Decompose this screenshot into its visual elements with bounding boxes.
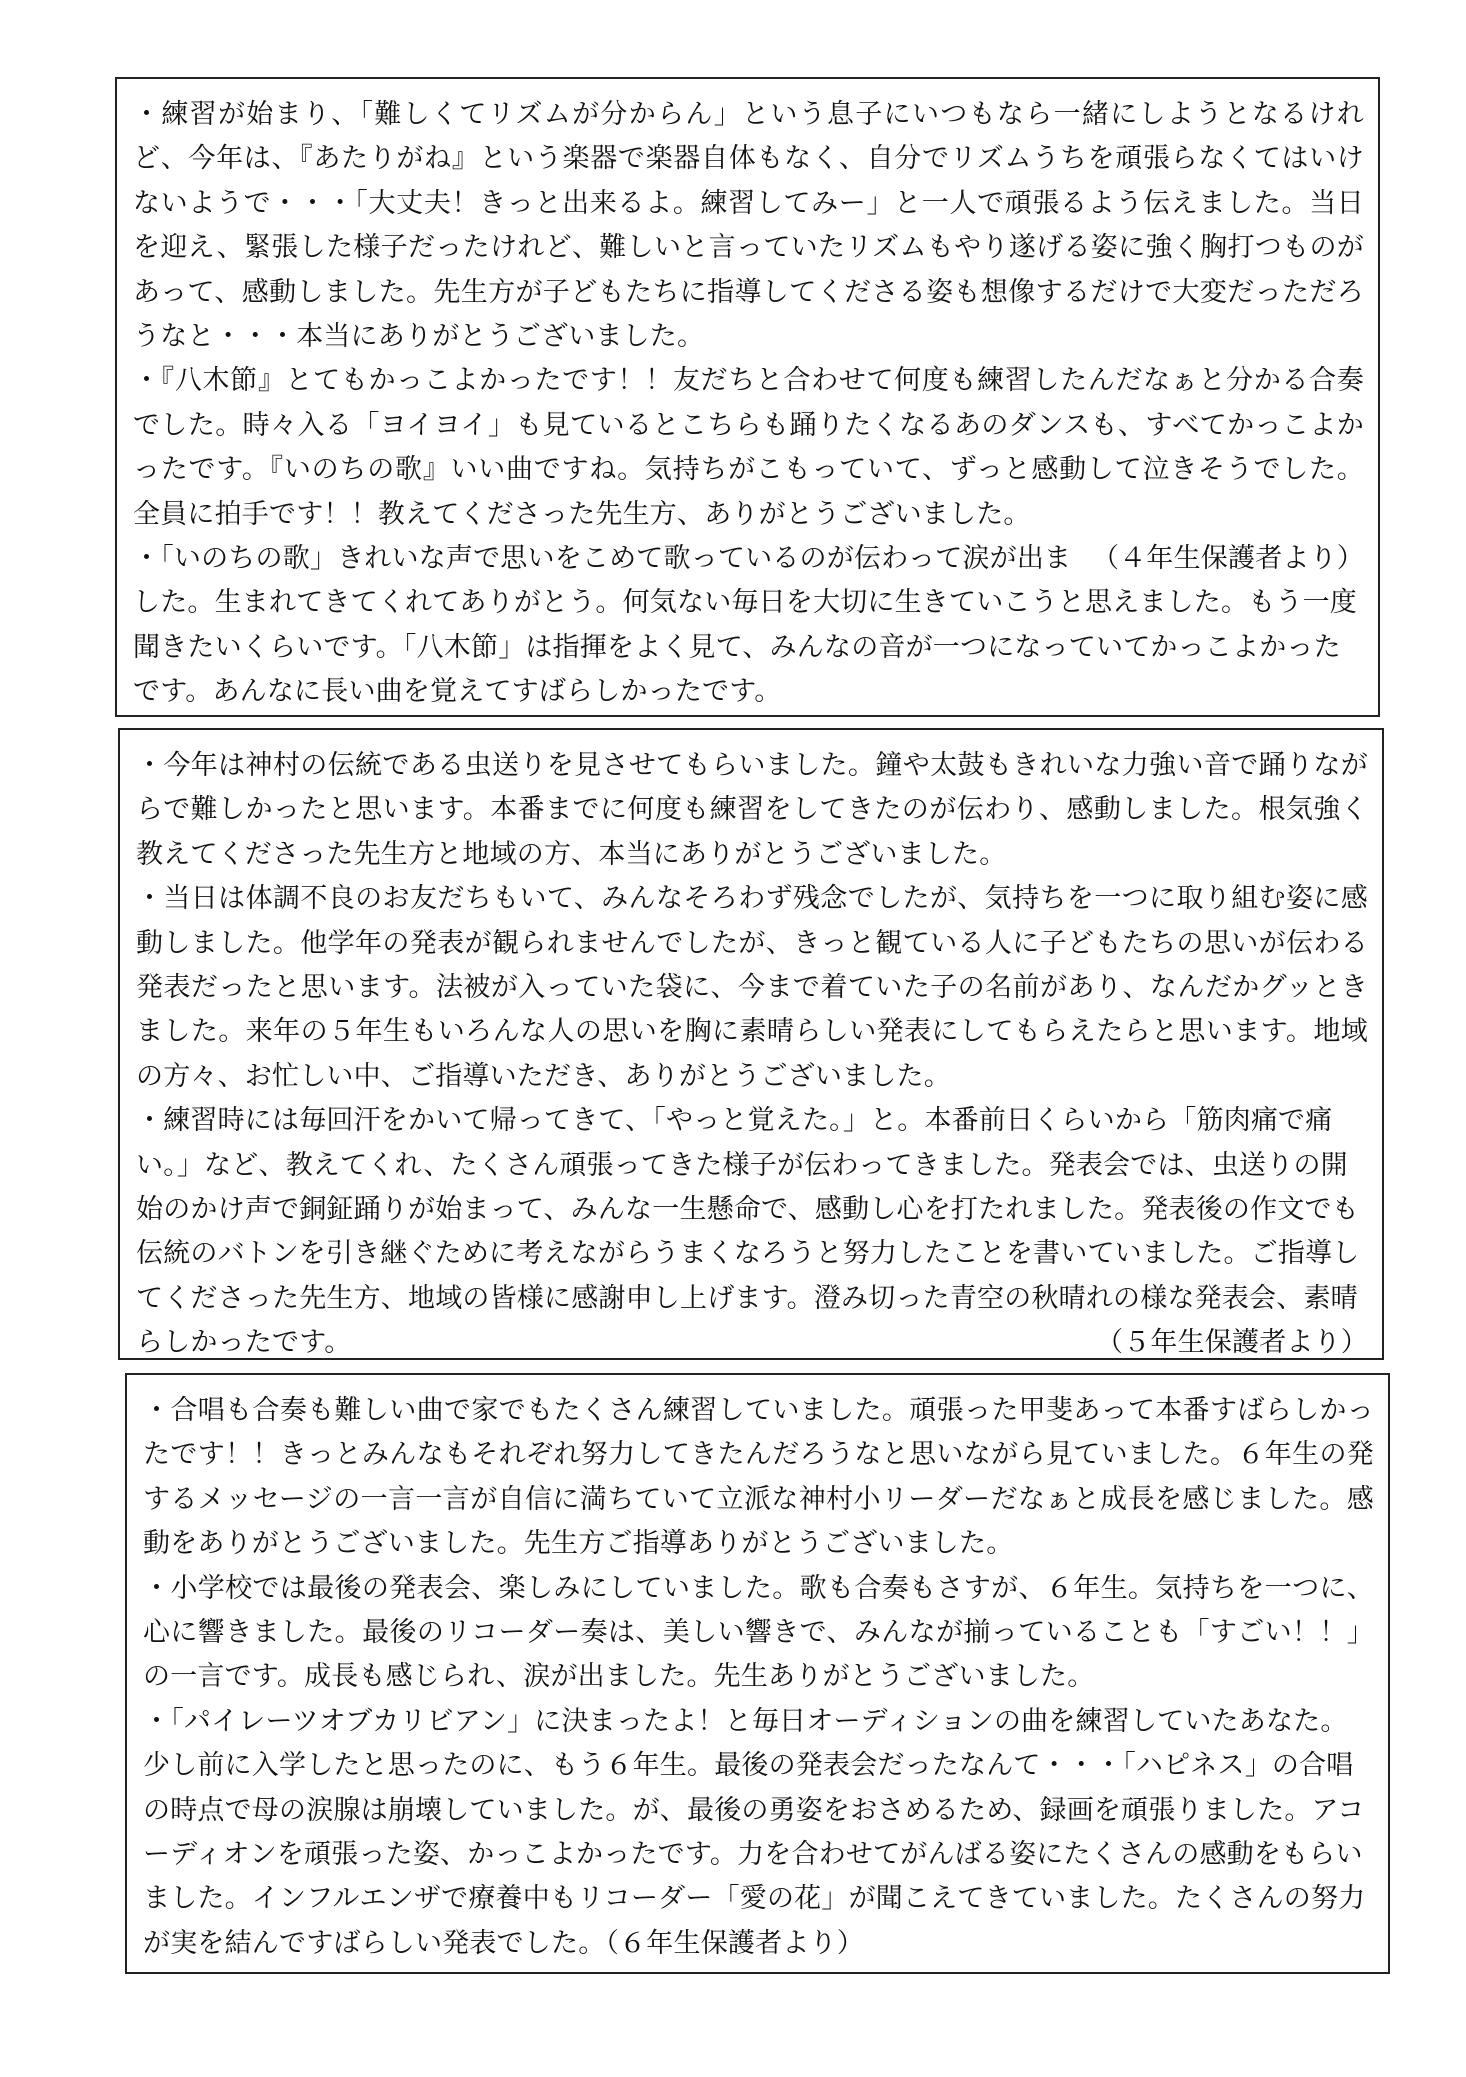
source-label: （６年生保護者より） [605, 1927, 864, 1959]
comment-box-grade5 [118, 728, 1384, 1360]
comment-paragraph: ・当日は体調不良のお友だちもいて、みんなそろわず残念でしたが、気持ちを一つに取り組む姿に感動しました。他学年の発表が観られませんでしたが、きっと観ている人に子どもたちの思いが伝わる発表だったと思います。法被が入っていた袋に、今まで着ていた子の名前があり、なんだかグッときました。来年の５年生もいろんな人の思いを胸に素晴らしい発表にしてもらえたらと思います。地域の方々、お忙しい中、ご指導いただき、ありがとうございました。 [136, 883, 1368, 1092]
comment-text: ・練習時には毎回汗をかいて帰ってきて、「やっと覚えた。」と。本番前日くらいから「筋肉痛で痛い。」など、教えてくれ、たくさん頑張ってきた様子が伝わってきました。発表会では、虫送りの開始のかけ声で銅鉦踊りが始まって、みんな一生懸命で、感動し心を打たれました。発表後の作文でも伝統のバトンを引き継ぐために考えながらうまくなろうと努力したことを書いていました。ご指導してくださった先生方、地域の皆様に感謝申し上げます。澄み切った青空の秋晴れの様な発表会、素晴らしかったです。 [136, 1105, 1360, 1359]
comment-text: ・「いのちの歌」きれいな声で思いをこめて歌っているのが伝わって涙が出ました。生まれてきてくれてありがとう。何気ない毎日を大切に生きていこうと思えました。もう一度聞きたいくらいです。「八木節」は指揮をよく見て、みんなの音が一つになっていてかっこよかったです。あんなに長い曲を覚えてすばらしかったです。 [133, 543, 1357, 708]
comment-paragraph: ・今年は神村の伝統である虫送りを見させてもらいました。鐘や太鼓もきれいな力強い音で踊りながらで難しかったと思います。本番までに何度も練習をしてきたのが伝わり、感動しました。根気強く教えてくださった先生方と地域の方、本当にありがとうございました。 [136, 750, 1368, 870]
comment-paragraph: ・合唱も合奏も難しい曲で家でもたくさん練習していました。頑張った甲斐あって本番すばらしかったです！！きっとみんなもそれぞれ努力してきたんだろうなと思いながら見ていました。６年生の発するメッセージの一言一言が自信に満ちていて立派な神村小リーダーだなぁと成長を感じました。感動をありがとうございました。先生方ご指導ありがとうございました。 [143, 1395, 1374, 1560]
source-label: （５年生保護者より） [1096, 1327, 1368, 1359]
comment-paragraph [133, 537, 1364, 715]
comment-box-grade4 [115, 77, 1380, 717]
comment-box-grade6 [125, 1373, 1390, 1974]
comment-paragraph [136, 1099, 1368, 1365]
comment-paragraph: ・練習が始まり、「難しくてリズムが分からん」という息子にいつもなら一緒にしようとなるけれど、今年は、『あたりがね』という楽器で楽器自体もなく、自分でリズムうちを頑張らなくてはいけないようで・・・「大丈夫！きっと出来るよ。練習してみー」と一人で頑張るよう伝えました。当日を迎え、緊張した様子だったけれど、難しいと言っていたリズムもやり遂げる姿に強く胸打つものがあって、感動しました。先生方が子どもたちに指導してくださる姿も想像するだけで大変だっただろうなと・・・本当にありがとうございました。 [133, 99, 1364, 353]
source-label: （４年生保護者より） [1092, 543, 1364, 575]
comment-paragraph: ・『八木節』とてもかっこよかったです！！友だちと合わせて何度も練習したんだなぁと分かる合奏でした。時々入る「ヨイヨイ」も見ているとこちらも踊りたくなるあのダンスも、すべてかっこよかったです。『いのちの歌』いい曲ですね。気持ちがこもっていて、ずっと感動して泣きそうでした。全員に拍手です！！教えてくださった先生方、ありがとうございました。 [133, 365, 1364, 530]
comment-paragraph: ・小学校では最後の発表会、楽しみにしていました。歌も合奏もさすが、６年生。気持ちを一つに、心に響きました。最後のリコーダー奏は、美しい響きで、みんなが揃っていることも「すごい！！」の一言です。成長も感じられ、涙が出ました。先生ありがとうございました。 [143, 1572, 1374, 1693]
comment-text: ・「パイレーツオブカリビアン」に決まったよ！と毎日オーディションの曲を練習していたあなた。少し前に入学したと思ったのに、もう６年生。最後の発表会だったなんて・・・「ハピネス」の合唱の時点で母の涙腺は崩壊していました。が、最後の勇姿をおさめるため、録画を頑張りました。アコーディオンを頑張った姿、かっこよかったです。力を合わせてがんばる姿にたくさんの感動をもらいました。インフルエンザで療養中もリコーダー「愛の花」が聞こえてきていました。たくさんの努力が実を結んですばらしい発表でした。 [143, 1705, 1366, 1959]
comment-paragraph [143, 1700, 1374, 1966]
